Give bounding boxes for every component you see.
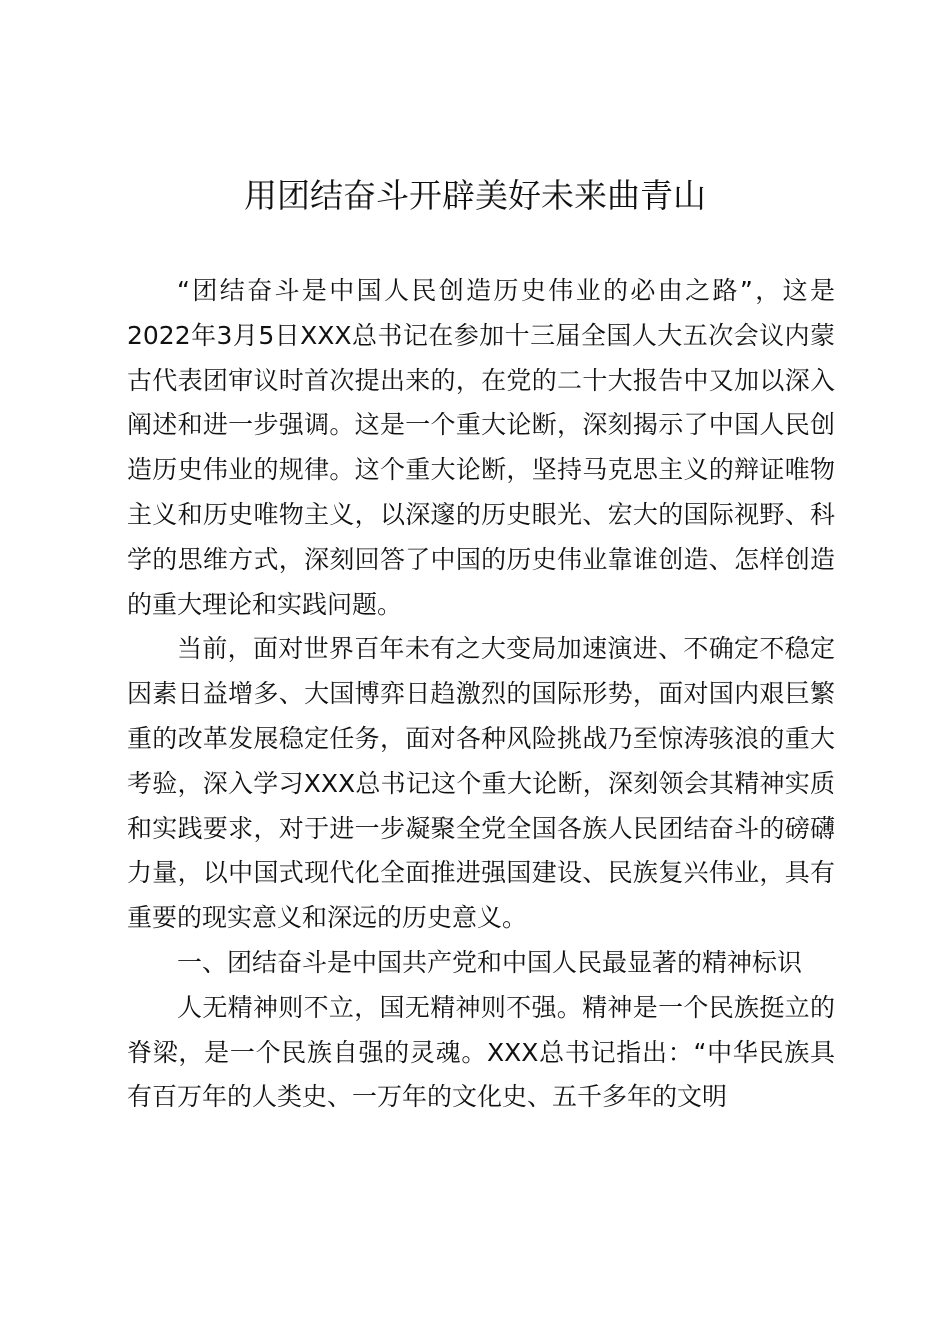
paragraph-context: 当前，面对世界百年未有之大变局加速演进、不确定不稳定因素日益增多、大国博弈日趋激烈的国际形势，面对国内艰巨繁重的改革发展稳定任务，面对各种风险挑战乃至惊涛骇浪的重大考验，深入学习XXX总书记这个重大论断，深刻领会其精神实质和实践要求，对于进一步凝聚全党全国各族人民团结奋斗的磅礴力量，以中国式现代化全面推进强国建设、民族复兴伟业，具有重要的现实意义和深远的历史意义。 <box>127 634 835 933</box>
paragraph-section-one: 人无精神则不立，国无精神则不强。精神是一个民族挺立的脊梁，是一个民族自强的灵魂。XXX总书记指出：“中华民族具有百万年的人类史、一万年的文化史、五千多年的文明 <box>127 992 835 1112</box>
document-body <box>127 269 835 1120</box>
section-heading: 一、团结奋斗是中国共产党和中国人民最显著的精神标识 <box>177 947 803 977</box>
document-title: 用团结奋斗开辟美好未来曲青山 <box>244 176 706 215</box>
paragraph-intro: “团结奋斗是中国人民创造历史伟业的必由之路”，这是2022年3月5日XXX总书记在参加十三届全国人大五次会议内蒙古代表团审议时首次提出来的，在党的二十大报告中又加以深入阐述和进一步强调。这是一个重大论断，深刻揭示了中国人民创造历史伟业的规律。这个重大论断，坚持马克思主义的辩证唯物主义和历史唯物主义，以深邃的历史眼光、宏大的国际视野、科学的思维方式，深刻回答了中国的历史伟业靠谁创造、怎样创造的重大理论和实践问题。 <box>127 276 835 619</box>
